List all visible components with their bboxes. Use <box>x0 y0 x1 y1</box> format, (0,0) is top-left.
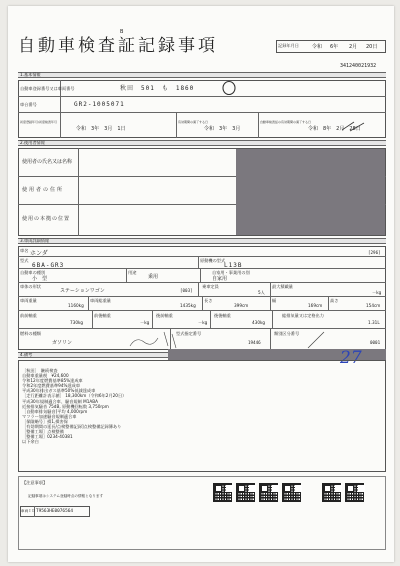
reg-number-value: 秋田 501 も 1860 <box>120 85 195 92</box>
section-user-bar <box>18 140 386 146</box>
inspection-record-sheet <box>8 6 394 562</box>
length-value: 399cm <box>234 303 249 308</box>
inspection-expiry-value: 令和 8年 2月 28日 <box>308 126 361 132</box>
doc-number: 341240021932 <box>340 63 377 69</box>
note-line: ［秋田］ 継続検査 <box>22 368 58 373</box>
category-value: 0001 <box>370 340 381 345</box>
record-date-label: 記録年月日 <box>278 43 299 48</box>
capacity-label: 乗車定員 <box>202 284 219 289</box>
front-rear-axle-label: 前後軸重 <box>94 313 111 318</box>
note-line: ［保険略号］損1,損害保 <box>22 418 68 424</box>
qr-code-6 <box>345 483 364 502</box>
top-mark: B <box>120 29 124 35</box>
displacement-value: 1.31L <box>368 320 380 325</box>
rear-front-axle-value: －kg <box>198 320 208 325</box>
chassis-number-label: 車台番号 <box>20 102 37 107</box>
weight-label: 車両重量 <box>20 298 37 303</box>
private-value: 自家用 <box>212 276 228 282</box>
note-line: 令和2年度燃費基準94%達成車 <box>22 383 81 389</box>
note-line: ［有効期間の延長/点検整備記録]点検整備記録簿あり <box>22 424 122 430</box>
kind-value: 小 型 <box>32 276 48 282</box>
notice-label: 【注意事項】 <box>22 480 48 485</box>
notice-text: 記録事項はシステム登録時点の情報となります <box>28 494 104 498</box>
use-label: 用途 <box>128 270 137 275</box>
reg-number-label: 自動車登録番号又は車両番号 <box>20 86 75 91</box>
expiry-value: 令和 3年 3月 <box>204 126 241 132</box>
maker-label: 車名 <box>20 248 29 253</box>
qr-code-3 <box>259 483 278 502</box>
note-line: ［自動車排気騒音]平均 4,000rpm <box>22 408 88 414</box>
capacity-value: 5人 <box>258 290 265 295</box>
car-id-label: 車両ＩＤ <box>21 509 36 513</box>
qr-code-1 <box>213 483 232 502</box>
note-line: 平成30年規制適合車、騒音規制 M1ABA <box>22 398 98 404</box>
gross-weight-label: 車両総重量 <box>90 298 111 303</box>
height-label: 高さ <box>330 298 339 303</box>
qr-code-4 <box>282 483 301 502</box>
front-rear-axle-value: －kg <box>140 320 150 325</box>
section-notes-heading: 4.備考 <box>20 352 33 357</box>
weight-value: 1160kg <box>68 303 84 308</box>
shape-code: [003] <box>180 288 193 293</box>
width-label: 幅 <box>272 298 277 303</box>
first-reg-label: 初度登録年月/初度検査年月 <box>20 120 58 124</box>
base-location-label: 使用の本拠の位置 <box>22 216 71 222</box>
engine-value: L13B <box>224 262 243 269</box>
record-day: 20日 <box>366 44 378 50</box>
chassis-number-value: GR2-1005071 <box>74 101 125 108</box>
inspection-expiry-label: 自動車検査証の有効期間の満了する日 <box>260 120 312 124</box>
type-designation-label: 型式指定番号 <box>176 331 202 336</box>
height-value: 154cm <box>366 303 381 308</box>
max-load-value: －kg <box>372 290 382 295</box>
handwritten-number: 27 <box>340 348 362 368</box>
rear-axle-label: 後後軸重 <box>214 313 231 318</box>
first-reg-value: 令和 3年 3月 1日 <box>76 126 126 132</box>
maker-value: ホンダ <box>30 250 48 257</box>
front-axle-value: 730kg <box>70 320 84 325</box>
section-basic-heading: 1.基本情報 <box>20 72 41 77</box>
category-label: 類別区分番号 <box>274 331 300 336</box>
rear-axle-value: 430kg <box>252 320 266 325</box>
note-line: ［整備工場］0234-40381 <box>22 434 73 440</box>
gross-weight-value: 1435kg <box>180 303 196 308</box>
maker-code: [296] <box>368 250 381 255</box>
shape-label: 車体の形状 <box>20 284 41 289</box>
engine-label: 原動機の型式 <box>200 258 226 263</box>
record-month: 2月 <box>349 44 358 50</box>
note-line: ［整備工場］点検整備 <box>22 429 64 435</box>
qr-code-2 <box>236 483 255 502</box>
record-year: 6年 <box>330 44 339 50</box>
notes-list <box>22 368 126 444</box>
rear-front-axle-label: 後前軸重 <box>156 313 173 318</box>
handwritten-slash-mark <box>304 328 330 350</box>
type-designation-value: 19446 <box>248 340 261 345</box>
note-line: 以下余白 <box>22 439 39 445</box>
note-line: 近接排気騒音 75dB, 原動機回転数 3,750rpm <box>22 403 109 409</box>
use-value: 乗用 <box>148 274 159 280</box>
section-basic-bar <box>18 72 386 78</box>
length-label: 長さ <box>204 298 213 303</box>
handwritten-strike-mark <box>340 119 368 133</box>
document-title: 自動車検査証記録事項 <box>18 36 218 56</box>
section-vehicle-heading: 3.車両詳細情報 <box>20 238 50 243</box>
record-era: 令和 <box>312 44 323 50</box>
note-line: ［走行距離計表示値］ 18,300km（令和6年2月20日） <box>22 393 127 399</box>
max-load-label: 最大積載量 <box>272 284 293 289</box>
front-axle-label: 前前軸重 <box>20 313 37 318</box>
note-line: マフラー加速騒音規制適合車 <box>22 413 77 419</box>
note-line: 平成30年排出ガス基準50%低減達成車 <box>22 388 96 394</box>
shape-value: ステーションワゴン <box>60 288 105 294</box>
model-value: 6BA-GR3 <box>32 262 65 269</box>
displacement-label: 総排気量又は定格出力 <box>282 313 324 318</box>
section-vehicle-bar <box>18 238 386 244</box>
section-user-heading: 2.使用者情報 <box>20 140 45 145</box>
width-value: 169cm <box>308 303 323 308</box>
expiry-label: 有効期間の満了する日 <box>178 120 209 124</box>
note-line: 令和12年度燃費基準85%達成車 <box>22 378 83 384</box>
fuel-value: ガソリン <box>52 340 73 346</box>
qr-code-5 <box>322 483 341 502</box>
note-line: 自動車重量税 ¥24,600 <box>22 373 69 379</box>
handwritten-circle-mark <box>221 80 237 96</box>
model-label: 型式 <box>20 258 29 263</box>
private-label: 自家用・事業用の別 <box>212 270 250 275</box>
redacted-user-info <box>236 149 385 235</box>
fuel-label: 燃料の種類 <box>20 331 41 336</box>
kind-label: 自動車の種別 <box>20 270 46 275</box>
owner-name-label: 使用者の氏名又は名称 <box>22 159 73 165</box>
user-address-label: 使用者の住所 <box>22 187 65 193</box>
car-id-value: T9563HE0076564 <box>36 509 74 514</box>
